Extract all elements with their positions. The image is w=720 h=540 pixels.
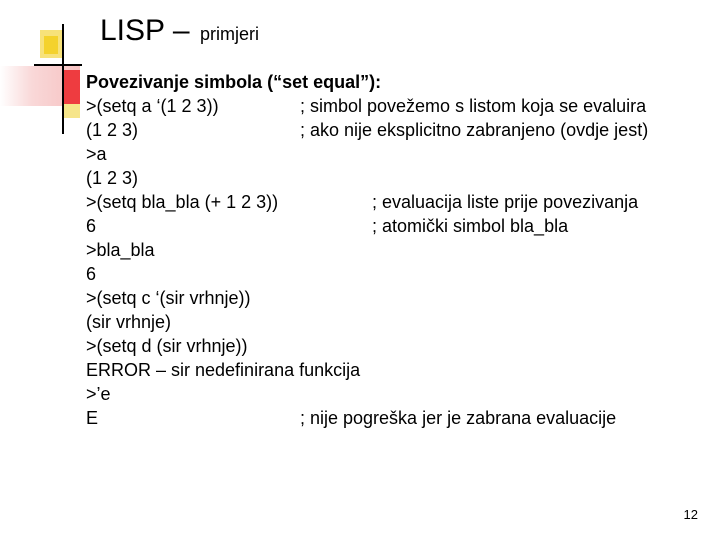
code-line (86, 214, 706, 238)
code-text: >’e (86, 384, 111, 404)
code-line (86, 382, 706, 406)
code-examples (86, 70, 706, 430)
corner-decoration (0, 0, 100, 130)
section-heading (86, 70, 706, 94)
code-text: >(setq c ‘(sir vrhnje)) (86, 288, 251, 308)
code-text: >bla_bla (86, 240, 155, 260)
code-text: (1 2 3) (86, 168, 139, 188)
code-line (86, 406, 706, 430)
code-text: Povezivanje simbola (“set equal”): (86, 72, 382, 92)
vertical-rule (62, 24, 64, 134)
page-number: 12 (683, 507, 698, 522)
code-text: E (86, 408, 99, 428)
code-line (86, 142, 706, 166)
red-square (64, 70, 80, 104)
comment-text: ; atomički simbol bla_bla (372, 216, 569, 236)
code-text: >(setq d (sir vrhnje)) (86, 336, 248, 356)
title-sub: primjeri (199, 24, 259, 44)
comment-text: ; nije pogreška jer je zabrana evaluacije (300, 408, 617, 428)
slide-title (100, 14, 259, 48)
code-text: 6 (86, 216, 97, 236)
code-text: >a (86, 144, 107, 164)
yellow-square-bottom (62, 104, 80, 118)
code-text: (sir vrhnje) (86, 312, 172, 332)
horizontal-rule (34, 64, 82, 66)
code-line (86, 334, 706, 358)
code-text: >(setq a ‘(1 2 3)) (86, 96, 219, 116)
code-line (86, 286, 706, 310)
comment-text: ; ako nije eksplicitno zabranjeno (ovdje jest) (300, 120, 649, 140)
code-line (86, 166, 706, 190)
yellow-square-highlight (44, 36, 58, 54)
code-line (86, 238, 706, 262)
code-line (86, 94, 706, 118)
code-text: 6 (86, 264, 97, 284)
comment-text: ; simbol povežemo s listom koja se evaluira (300, 96, 647, 116)
code-text: >(setq bla_bla (+ 1 2 3)) (86, 192, 279, 212)
code-line (86, 118, 706, 142)
comment-text: ; evaluacija liste prije povezivanja (372, 192, 639, 212)
code-line (86, 262, 706, 286)
code-text: (1 2 3) (86, 120, 139, 140)
code-line (86, 358, 706, 382)
code-text: ERROR – sir nedefinirana funkcija (86, 360, 361, 380)
code-line (86, 190, 706, 214)
code-line (86, 310, 706, 334)
title-main: LISP – (100, 14, 190, 47)
